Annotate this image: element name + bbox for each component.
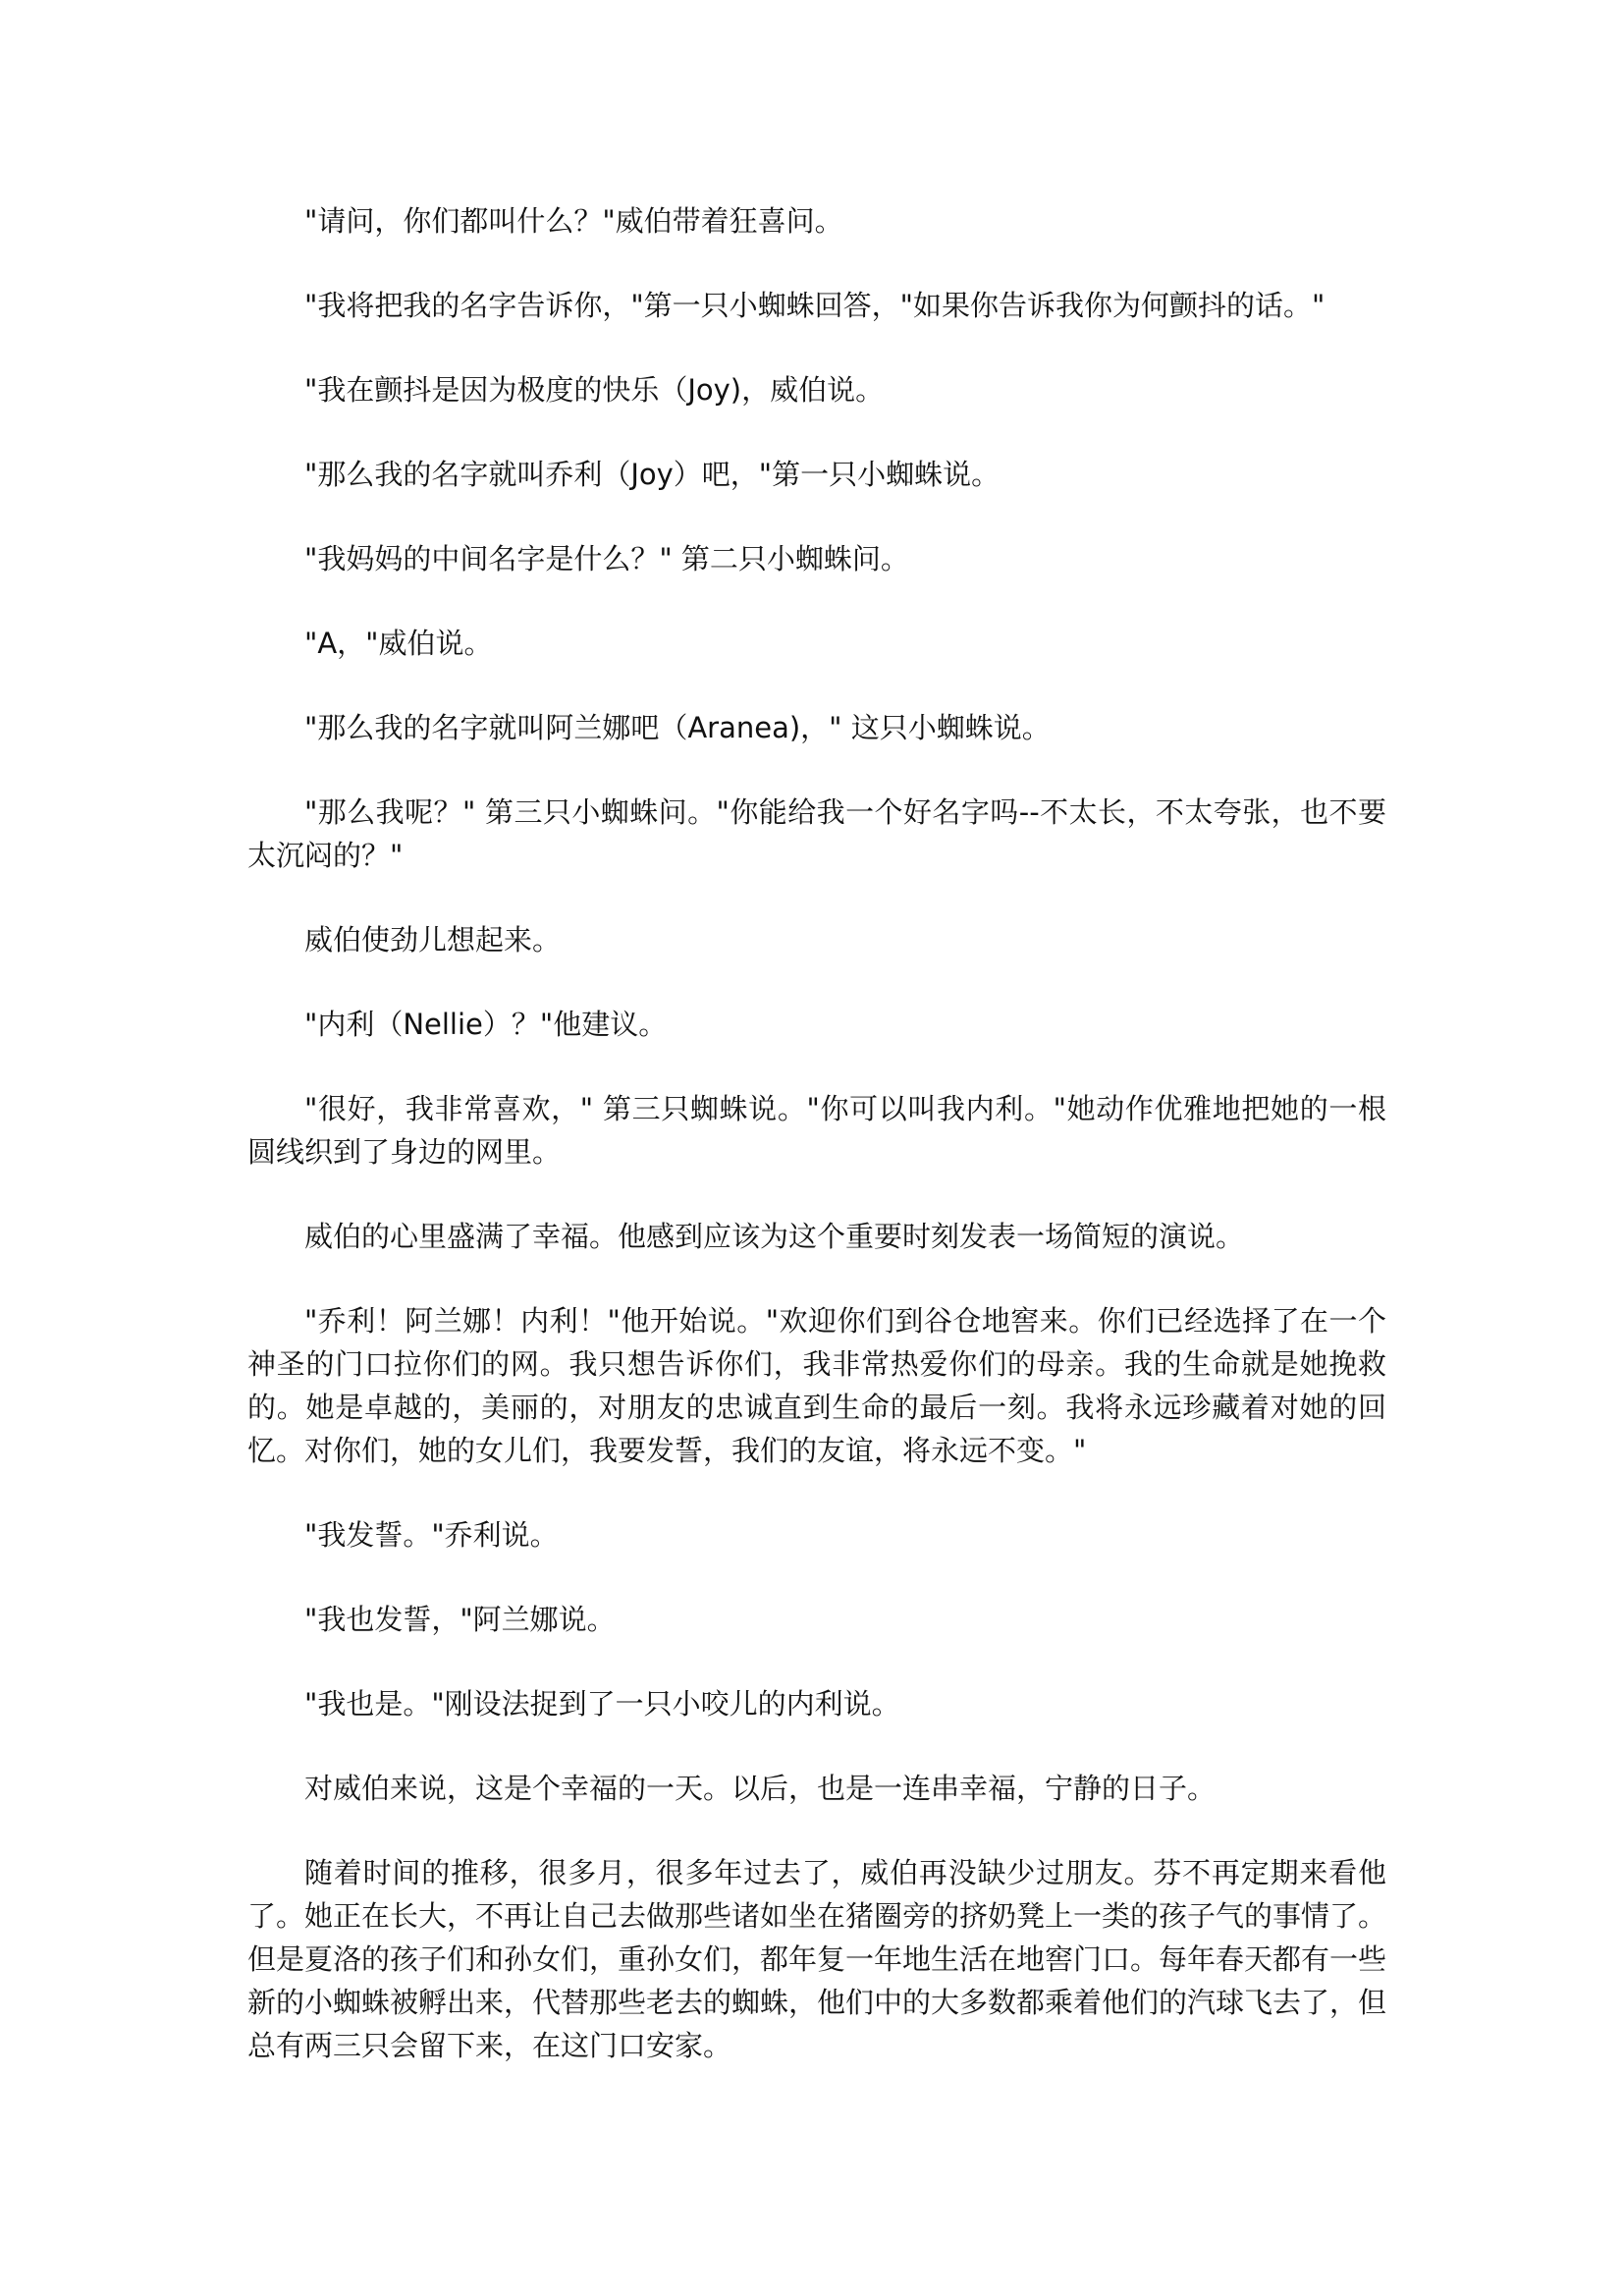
- paragraph: "我发誓。"乔利说。: [304, 1518, 559, 1552]
- paragraph: "我也是。"刚设法捉到了一只小咬儿的内利说。: [304, 1687, 900, 1721]
- paragraph: "那么我呢？" 第三只小蜘蛛问。"你能给我一个好名字吗--不太长，不太夸张，也不要太沉闷的？": [247, 795, 1386, 872]
- paragraph: 随着时间的推移，很多月，很多年过去了，威伯再没缺少过朋友。芬不再定期来看他了。她正在长大，不再让自己去做那些诸如坐在猪圈旁的挤奶凳上一类的孩子气的事情了。但是夏洛的孩子们和孙女们，重孙女们，都年复一年地生活在地窖门口。每年春天都有一些新的小蜘蛛被孵出来，代替那些老去的蜘蛛，他们中的大多数都乘着他们的汽球飞去了，但总有两三只会留下来，在这门口安家。: [247, 1856, 1387, 2062]
- paragraph: "我将把我的名字告诉你，"第一只小蜘蛛回答，"如果你告诉我你为何颤抖的话。": [304, 289, 1325, 322]
- paragraph: "乔利！阿兰娜！内利！"他开始说。"欢迎你们到谷仓地窖来。你们已经选择了在一个神圣的门口拉你们的网。我只想告诉你们，我非常热爱你们的母亲。我的生命就是她挽救的。她是卓越的，美丽的，对朋友的忠诚直到生命的最后一刻。我将永远珍藏着对她的回忆。对你们，她的女儿们，我要发誓，我们的友谊，将永远不变。": [247, 1304, 1386, 1467]
- document-page: [247, 199, 1386, 2108]
- paragraph: 威伯使劲儿想起来。: [304, 923, 562, 957]
- paragraph: "那么我的名字就叫阿兰娜吧（Aranea)，" 这只小蜘蛛说。: [304, 711, 1051, 744]
- paragraph: 对威伯来说，这是个幸福的一天。以后，也是一连串幸福，宁静的日子。: [304, 1772, 1217, 1805]
- paragraph: "我也发誓，"阿兰娜说。: [304, 1603, 616, 1636]
- paragraph: "请问，你们都叫什么？"威伯带着狂喜问。: [304, 204, 843, 238]
- paragraph: "我在颤抖是因为极度的快乐（Joy)，威伯说。: [304, 373, 885, 407]
- paragraph: "我妈妈的中间名字是什么？" 第二只小蜘蛛问。: [304, 542, 909, 575]
- paragraph: "那么我的名字就叫乔利（Joy）吧，"第一只小蜘蛛说。: [304, 458, 1001, 491]
- paragraph: "内利（Nellie）？"他建议。: [304, 1008, 668, 1041]
- paragraph: "A，"威伯说。: [304, 627, 493, 660]
- paragraph: 威伯的心里盛满了幸福。他感到应该为这个重要时刻发表一场简短的演说。: [304, 1220, 1245, 1253]
- paragraph: "很好，我非常喜欢，" 第三只蜘蛛说。"你可以叫我内利。"她动作优雅地把她的一根圆线织到了身边的网里。: [247, 1092, 1386, 1169]
